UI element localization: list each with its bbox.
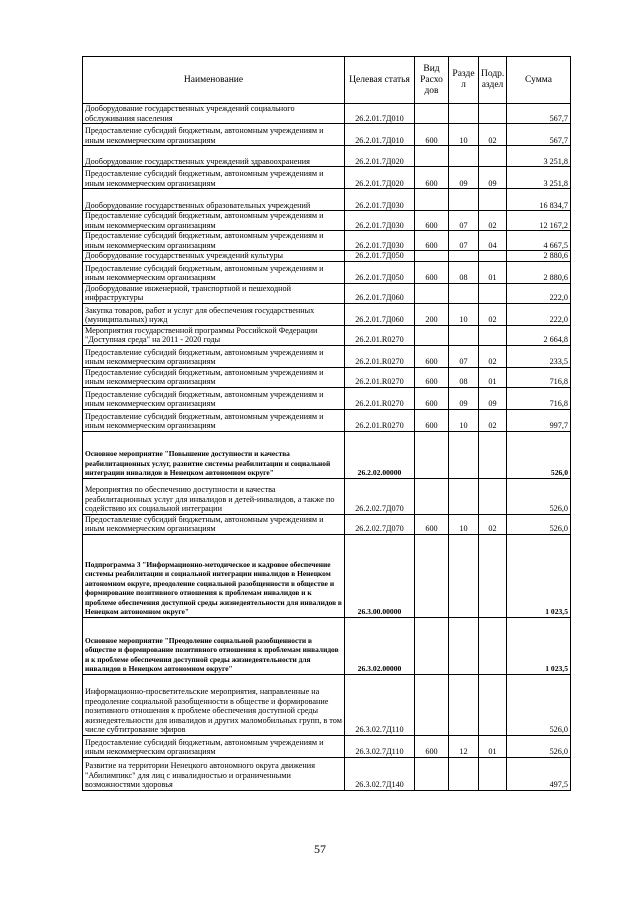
- cell-podr: 02: [479, 514, 507, 534]
- cell-code: 26.2.02.00000: [345, 431, 415, 478]
- cell-podr: [479, 617, 507, 674]
- cell-sum: 222,0: [507, 303, 571, 325]
- cell-razd: 08: [449, 261, 479, 283]
- cell-name: Предоставление субсидий бюджетным, автономным учреждениям и иным некоммерческим организациям: [83, 367, 345, 387]
- cell-razd: 08: [449, 367, 479, 387]
- cell-podr: 04: [479, 231, 507, 251]
- header-name: Наименование: [83, 57, 345, 104]
- cell-name: Основное мероприятие "Преодоление социальной разобщенности в обществе и формирование позитивного отношения к проблемам инвалидов и к проблеме обеспечения доступной среды жизнедеятельности для инвалидов в Ненецком автономном округе": [83, 617, 345, 674]
- cell-sum: 526,0: [507, 514, 571, 534]
- cell-razd: [449, 674, 479, 735]
- cell-name: Предоставление субсидий бюджетным, автономным учреждениям и иным некоммерческим организациям: [83, 211, 345, 231]
- cell-sum: 12 167,2: [507, 211, 571, 231]
- cell-name: Информационно-просветительские мероприятия, направленные на преодоление социальной разобщенности в обществе и формирование позитивного отношения к проблеме обеспечения доступной среды жизнедеятельности для инвалидов и других маломобильных групп, в том числе субтитрование эфиров: [83, 674, 345, 735]
- cell-razd: 09: [449, 167, 479, 189]
- cell-podr: [479, 757, 507, 790]
- table-row: [83, 345, 571, 367]
- cell-podr: 02: [479, 124, 507, 146]
- header-podr: Подр. аздел: [479, 57, 507, 104]
- cell-podr: 01: [479, 261, 507, 283]
- cell-podr: [479, 534, 507, 617]
- cell-razd: 10: [449, 303, 479, 325]
- table-row: [83, 514, 571, 534]
- cell-vid: 600: [415, 514, 449, 534]
- cell-razd: [449, 431, 479, 478]
- table-row: [83, 325, 571, 345]
- cell-name: Закупка товаров, работ и услуг для обеспечения государственных (муниципальных) нужд: [83, 303, 345, 325]
- cell-code: 26.3.00.00000: [345, 534, 415, 617]
- cell-name: Дооборудование государственных учреждений социального обслуживания населения: [83, 104, 345, 124]
- header-razd: Разде л: [449, 57, 479, 104]
- cell-vid: [415, 146, 449, 167]
- cell-name: Предоставление субсидий бюджетным, автономным учреждениям и иным некоммерческим организациям: [83, 735, 345, 757]
- cell-vid: [415, 757, 449, 790]
- cell-name: Предоставление субсидий бюджетным, автономным учреждениям и иным некоммерческим организациям: [83, 514, 345, 534]
- cell-sum: 233,5: [507, 345, 571, 367]
- cell-sum: 2 664,8: [507, 325, 571, 345]
- table-row: [83, 534, 571, 617]
- table-row: [83, 167, 571, 189]
- cell-vid: [415, 431, 449, 478]
- cell-sum: 16 834,7: [507, 189, 571, 211]
- cell-podr: 02: [479, 211, 507, 231]
- cell-razd: [449, 146, 479, 167]
- cell-code: 26.2.01.R0270: [345, 325, 415, 345]
- cell-name: Предоставление субсидий бюджетным, автономным учреждениям и иным некоммерческим организациям: [83, 231, 345, 251]
- cell-razd: [449, 325, 479, 345]
- table-row: [83, 251, 571, 262]
- cell-name: Предоставление субсидий бюджетным, автономным учреждениям и иным некоммерческим организациям: [83, 409, 345, 431]
- table-row: [83, 617, 571, 674]
- cell-vid: 600: [415, 409, 449, 431]
- header-sum: Сумма: [507, 57, 571, 104]
- table-row: [83, 303, 571, 325]
- cell-sum: 497,5: [507, 757, 571, 790]
- cell-sum: 716,8: [507, 367, 571, 387]
- cell-razd: [449, 283, 479, 303]
- cell-name: Подпрограмма 3 "Информационно-методическое и кадровое обеспечение системы реабилитации и социальной интеграции инвалидов в Ненецком автономном округе, преодоление социальной разобщенности в обществе и формирование позитивного отношения к проблемам инвалидов и к проблеме обеспечения доступной среды жизнедеятельности для инвалидов в Ненецком автономном округе": [83, 534, 345, 617]
- table-row: [83, 283, 571, 303]
- cell-sum: 526,0: [507, 735, 571, 757]
- cell-sum: 567,7: [507, 104, 571, 124]
- cell-name: Предоставление субсидий бюджетным, автономным учреждениям и иным некоммерческим организациям: [83, 345, 345, 367]
- cell-code: 26.2.02.7Д070: [345, 514, 415, 534]
- cell-podr: [479, 674, 507, 735]
- cell-podr: [479, 189, 507, 211]
- cell-name: Предоставление субсидий бюджетным, автономным учреждениям и иным некоммерческим организациям: [83, 167, 345, 189]
- cell-podr: 09: [479, 167, 507, 189]
- table-row: [83, 431, 571, 478]
- cell-vid: [415, 325, 449, 345]
- cell-vid: 600: [415, 367, 449, 387]
- cell-code: 26.2.01.7Д020: [345, 146, 415, 167]
- cell-vid: 600: [415, 167, 449, 189]
- cell-code: 26.2.01.7Д050: [345, 261, 415, 283]
- cell-code: 26.2.01.7Д030: [345, 211, 415, 231]
- cell-code: 26.2.01.7Д010: [345, 104, 415, 124]
- cell-vid: 600: [415, 345, 449, 367]
- table-row: [83, 367, 571, 387]
- table-row: [83, 124, 571, 146]
- cell-podr: 01: [479, 367, 507, 387]
- cell-sum: 1 023,5: [507, 534, 571, 617]
- cell-podr: 02: [479, 345, 507, 367]
- table-row: [83, 387, 571, 409]
- table-header-row: [83, 57, 571, 104]
- cell-name: Предоставление субсидий бюджетным, автономным учреждениям и иным некоммерческим организациям: [83, 261, 345, 283]
- cell-sum: 2 880,6: [507, 261, 571, 283]
- cell-podr: [479, 104, 507, 124]
- cell-razd: [449, 478, 479, 514]
- cell-razd: [449, 757, 479, 790]
- cell-name: Развитие на территории Ненецкого автономного округа движения "Абилимпикс" для лиц с инвалидностью и ограниченными возможностями здоровья: [83, 757, 345, 790]
- table-row: [83, 211, 571, 231]
- cell-podr: [479, 146, 507, 167]
- cell-razd: 07: [449, 231, 479, 251]
- table-row: [83, 409, 571, 431]
- cell-code: 26.2.01.7Д060: [345, 283, 415, 303]
- cell-vid: 600: [415, 124, 449, 146]
- cell-sum: 526,0: [507, 674, 571, 735]
- cell-vid: [415, 478, 449, 514]
- cell-vid: 600: [415, 261, 449, 283]
- cell-podr: 02: [479, 303, 507, 325]
- cell-vid: [415, 283, 449, 303]
- cell-code: 26.2.01.7Д010: [345, 124, 415, 146]
- cell-code: 26.2.01.7Д030: [345, 189, 415, 211]
- cell-podr: [479, 251, 507, 262]
- table-row: [83, 478, 571, 514]
- cell-razd: 12: [449, 735, 479, 757]
- cell-vid: [415, 104, 449, 124]
- cell-sum: 3 251,8: [507, 167, 571, 189]
- cell-sum: 526,0: [507, 478, 571, 514]
- cell-podr: [479, 325, 507, 345]
- cell-podr: [479, 283, 507, 303]
- cell-razd: [449, 104, 479, 124]
- table-row: [83, 146, 571, 167]
- cell-razd: 09: [449, 387, 479, 409]
- table-row: [83, 104, 571, 124]
- cell-name: Дооборудование государственных учреждений культуры: [83, 251, 345, 262]
- cell-razd: [449, 617, 479, 674]
- cell-name: Дооборудование государственных образовательных учреждений: [83, 189, 345, 211]
- table-row: [83, 757, 571, 790]
- cell-razd: [449, 189, 479, 211]
- cell-code: 26.3.02.00000: [345, 617, 415, 674]
- cell-vid: 600: [415, 231, 449, 251]
- cell-podr: [479, 478, 507, 514]
- cell-vid: 200: [415, 303, 449, 325]
- cell-podr: 02: [479, 409, 507, 431]
- cell-name: Дооборудование инженерной, транспортной и пешеходной инфраструктуры: [83, 283, 345, 303]
- table-body: [83, 104, 571, 791]
- cell-name: Дооборудование государственных учреждений здравоохранения: [83, 146, 345, 167]
- cell-code: 26.2.01.R0270: [345, 387, 415, 409]
- cell-code: 26.3.02.7Д140: [345, 757, 415, 790]
- cell-sum: 997,7: [507, 409, 571, 431]
- cell-sum: 2 880,6: [507, 251, 571, 262]
- table-row: [83, 735, 571, 757]
- cell-vid: [415, 534, 449, 617]
- cell-sum: 567,7: [507, 124, 571, 146]
- cell-name: Основное мероприятие "Повышение доступности и качества реабилитационных услуг, развитие системы реабилитации и социальной интеграции инвалидов в Ненецком автономном округе": [83, 431, 345, 478]
- cell-sum: 222,0: [507, 283, 571, 303]
- cell-razd: 07: [449, 345, 479, 367]
- cell-podr: 01: [479, 735, 507, 757]
- cell-code: 26.2.01.7Д020: [345, 167, 415, 189]
- cell-code: 26.3.02.7Д110: [345, 735, 415, 757]
- cell-name: Мероприятия по обеспечению доступности и качества реабилитационных услуг для инвалидов и детей-инвалидов, а также по содействию их социальной интеграции: [83, 478, 345, 514]
- page-number: 57: [314, 842, 326, 856]
- cell-razd: [449, 251, 479, 262]
- cell-sum: 3 251,8: [507, 146, 571, 167]
- cell-razd: 07: [449, 211, 479, 231]
- cell-sum: 4 667,5: [507, 231, 571, 251]
- cell-code: 26.2.01.R0270: [345, 409, 415, 431]
- cell-code: 26.2.02.7Д070: [345, 478, 415, 514]
- table-row: [83, 674, 571, 735]
- cell-code: 26.2.01.7Д030: [345, 231, 415, 251]
- header-vid: Вид Расхо дов: [415, 57, 449, 104]
- cell-vid: 600: [415, 387, 449, 409]
- cell-vid: 600: [415, 735, 449, 757]
- cell-name: Мероприятия государственной программы Российской Федерации "Доступная среда" на 2011 - 2020 годы: [83, 325, 345, 345]
- header-code: Целевая статья: [345, 57, 415, 104]
- cell-sum: 716,8: [507, 387, 571, 409]
- cell-razd: 10: [449, 124, 479, 146]
- cell-sum: 1 023,5: [507, 617, 571, 674]
- table-row: [83, 189, 571, 211]
- table-row: [83, 231, 571, 251]
- cell-vid: [415, 674, 449, 735]
- cell-vid: 600: [415, 211, 449, 231]
- cell-razd: 10: [449, 514, 479, 534]
- cell-podr: 09: [479, 387, 507, 409]
- cell-code: 26.2.01.R0270: [345, 367, 415, 387]
- cell-name: Предоставление субсидий бюджетным, автономным учреждениям и иным некоммерческим организациям: [83, 124, 345, 146]
- cell-code: 26.2.01.7Д060: [345, 303, 415, 325]
- cell-podr: [479, 431, 507, 478]
- cell-razd: 10: [449, 409, 479, 431]
- cell-code: 26.2.01.7Д050: [345, 251, 415, 262]
- cell-name: Предоставление субсидий бюджетным, автономным учреждениям и иным некоммерческим организациям: [83, 387, 345, 409]
- cell-vid: [415, 251, 449, 262]
- cell-razd: [449, 534, 479, 617]
- cell-code: 26.2.01.R0270: [345, 345, 415, 367]
- cell-sum: 526,0: [507, 431, 571, 478]
- budget-table: [82, 56, 571, 791]
- cell-vid: [415, 189, 449, 211]
- cell-code: 26.3.02.7Д110: [345, 674, 415, 735]
- cell-vid: [415, 617, 449, 674]
- table-row: [83, 261, 571, 283]
